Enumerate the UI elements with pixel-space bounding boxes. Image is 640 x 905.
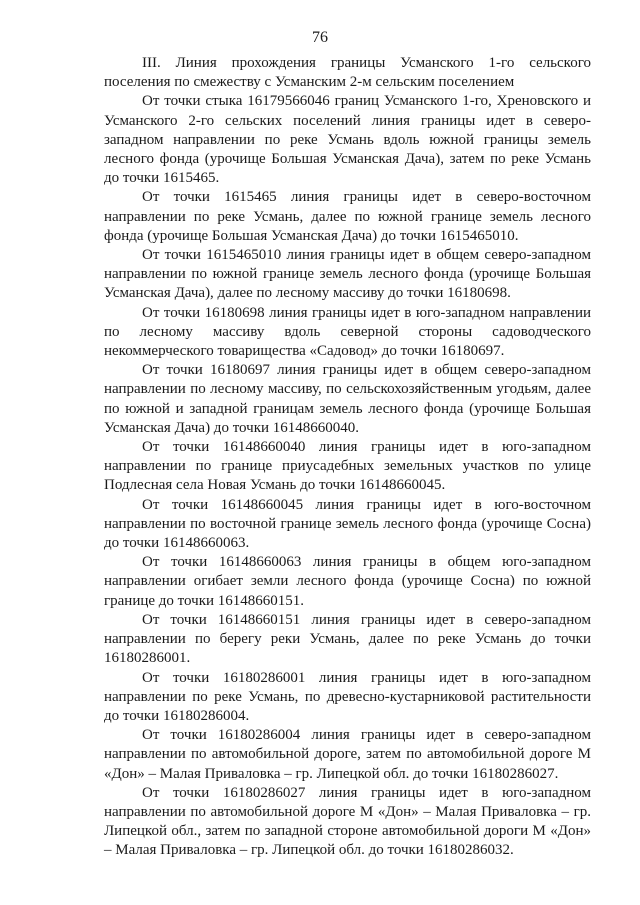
paragraph: От точки стыка 16179566046 границ Усманского 1-го, Хреновского и Усманского 2-го сельских поселений линия границы идет в северо-западном направлении по реке Усмань вдоль южной границы земель лесного фонда (урочище Большая Усманская Дача), затем по реке Усмань до точки 1615465. bbox=[104, 93, 591, 187]
paragraph: От точки 16148660045 линия границы идет в юго-восточном направлении по восточной границе земель лесного фонда (урочище Сосна) до точки 16148660063. bbox=[104, 496, 591, 552]
paragraph: От точки 1615465 линия границы идет в северо-восточном направлении по реке Усмань, далее по южной границе земель лесного фонда (урочище Большая Усманская Дача) до точки 1615465010. bbox=[104, 189, 591, 244]
paragraph: От точки 16180286027 линия границы идет в юго-западном направлении по автомобильной дороге М «Дон» – Малая Приваловка – гр. Липецкой обл., затем по западной стороне автомобильной дороги М «Дон» – Малая Приваловка – гр. Липецкой обл. до точки 16180286032. bbox=[104, 784, 591, 859]
paragraph: От точки 16180286004 линия границы идет в северо-западном направлении по автомобильной дороге, затем по автомобильной дороге М «Дон» – Малая Приваловка – гр. Липецкой обл. до точки 16180286027. bbox=[104, 727, 591, 782]
paragraph: От точки 16148660063 линия границы в общем юго-западном направлении огибает земли лесного фонда (урочище Сосна) по южной границе до точки 16148660151. bbox=[104, 554, 591, 609]
paragraph: От точки 16180698 линия границы идет в юго-западном направлении по лесному массиву вдоль северной стороны садоводческого некоммерческого товарищества «Садовод» до точки 16180697. bbox=[104, 304, 591, 360]
page-number: 76 bbox=[312, 29, 328, 46]
section-heading: III. Линия прохождения границы Усманского 1-го сельского поселения по смежеству с Усманским 2-м сельским поселением bbox=[104, 55, 591, 91]
paragraph: От точки 16148660151 линия границы идет в северо-западном направлении по берегу реки Усмань, далее по реке Усмань до точки 16180286001. bbox=[104, 611, 591, 667]
paragraph: От точки 16180697 линия границы идет в общем северо-западном направлении по лесному массиву, по сельскохозяйственным угодьям, далее по южной и западной границам земель лесного фонда (урочище Большая Усманская Дача) до точки 16148660040. bbox=[104, 362, 591, 436]
paragraph: От точки 1615465010 линия границы идет в общем северо-западном направлении по южной границе земель лесного фонда (урочище Большая Усманская Дача), далее по лесному массиву до точки 16180698. bbox=[104, 247, 591, 302]
paragraph: От точки 16148660040 линия границы идет в юго-западном направлении по границе приусадебных земельных участков по улице Подлесная села Новая Усмань до точки 16148660045. bbox=[104, 439, 591, 494]
document-body bbox=[104, 54, 591, 861]
paragraph: От точки 16180286001 линия границы идет в юго-западном направлении по реке Усмань, по древесно-кустарниковой растительности до точки 16180286004. bbox=[104, 669, 591, 724]
